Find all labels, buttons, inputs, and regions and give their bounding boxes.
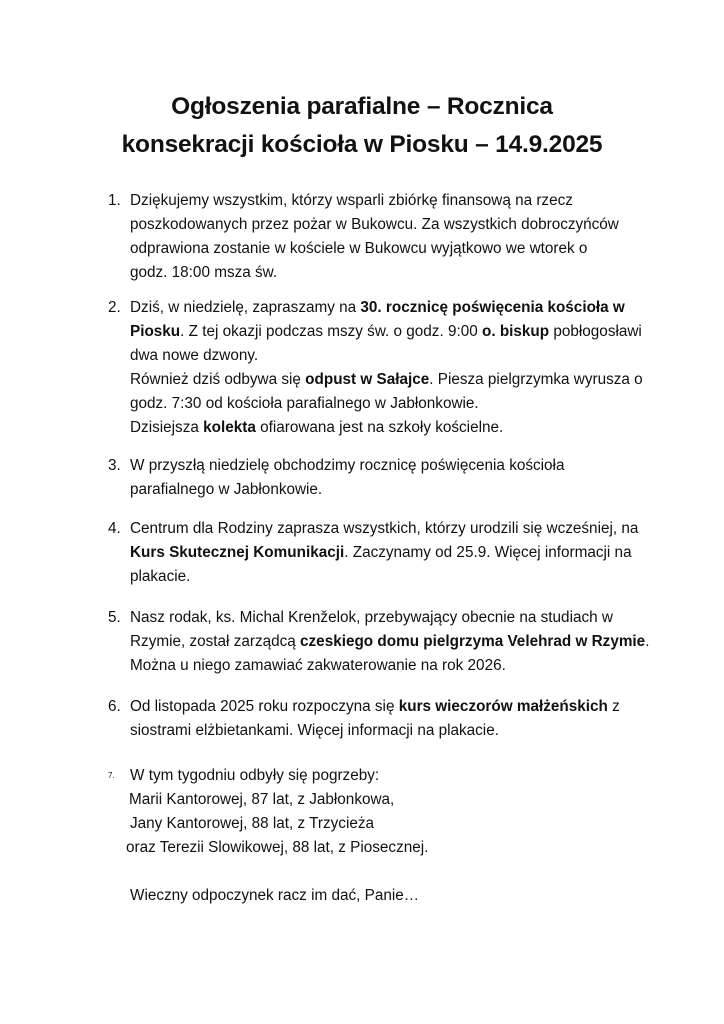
item-text-line: poszkodowanych przez pożar w Bukowcu. Za wszystkich dobroczyńców xyxy=(130,216,619,233)
funeral-entry: Jany Kantorowej, 88 lat, z Trzycieża xyxy=(130,815,375,832)
item-text-line: W przyszłą niedzielę obchodzimy rocznicę poświęcenia kościoła xyxy=(130,457,565,474)
announcement-6 xyxy=(108,695,678,743)
item-text-line: Piosku. Z tej okazji podczas mszy św. o godz. 9:00 o. biskup pobłogosławi xyxy=(130,323,642,340)
bold-phrase: odpust w Sałajce xyxy=(305,371,430,388)
bold-phrase: kurs wieczorów małżeńskich xyxy=(398,698,608,715)
announcement-3 xyxy=(108,454,678,502)
item-number: 7. xyxy=(108,771,115,780)
title-line-2: konsekracji kościoła w Piosku – 14.9.2025 xyxy=(121,131,603,158)
item-text-line: Można u niego zamawiać zakwaterowanie na rok 2026. xyxy=(130,657,506,674)
item-text-line: Kurs Skutecznej Komunikacji. Zaczynamy od 25.9. Więcej informacji na xyxy=(130,544,632,561)
announcement-2 xyxy=(108,296,678,440)
bold-phrase: kolekta xyxy=(203,419,256,436)
bold-phrase: Piosku xyxy=(130,323,181,340)
item-text-line: parafialnego w Jabłonkowie. xyxy=(130,481,323,498)
item-text-line: Dziś, w niedzielę, zapraszamy na 30. rocznicę poświęcenia kościoła w xyxy=(130,299,625,316)
title-line-1: Ogłoszenia parafialne – Rocznica xyxy=(171,93,553,120)
item-number: 2. xyxy=(108,299,121,316)
announcement-5 xyxy=(108,606,678,678)
item-text-line: W tym tygodniu odbyły się pogrzeby: xyxy=(130,767,380,784)
item-text-line: siostrami elżbietankami. Więcej informacji na plakacie. xyxy=(130,722,499,739)
item-number: 1. xyxy=(108,192,121,209)
bold-phrase: 30. rocznicę poświęcenia kościoła w xyxy=(360,299,625,316)
item-number: 5. xyxy=(108,609,121,626)
item-text-line: godz. 7:30 od kościoła parafialnego w Jabłonkowie. xyxy=(130,395,479,412)
closing-prayer: Wieczny odpoczynek racz im dać, Panie… xyxy=(130,887,420,904)
item-number: 6. xyxy=(108,698,121,715)
item-text-line: dwa nowe dzwony. xyxy=(130,347,259,364)
item-text-line: odprawiona zostanie w kościele w Bukowcu wyjątkowo we wtorek o xyxy=(130,240,588,257)
announcement-4 xyxy=(108,517,678,589)
bold-phrase: o. biskup xyxy=(481,323,550,340)
bold-phrase: czeskiego domu pielgrzyma Velehrad w Rzymie xyxy=(300,633,646,650)
funeral-entry: Marii Kantorowej, 87 lat, z Jabłonkowa, xyxy=(129,791,395,808)
funeral-entry: oraz Terezii Slowikowej, 88 lat, z Piosecznej. xyxy=(126,839,429,856)
item-text-line: godz. 18:00 msza św. xyxy=(130,264,278,281)
item-text-line: Również dziś odbywa się odpust w Sałajce. Piesza pielgrzymka wyrusza o xyxy=(130,371,643,388)
announcement-1 xyxy=(108,189,678,285)
item-text-line: plakacie. xyxy=(130,568,191,585)
item-number: 4. xyxy=(108,520,121,537)
item-number: 3. xyxy=(108,457,121,474)
item-text-line: Od listopada 2025 roku rozpoczyna się kurs wieczorów małżeńskich z xyxy=(130,698,620,715)
item-text-line: Rzymie, został zarządcą czeskiego domu pielgrzyma Velehrad w Rzymie. xyxy=(130,633,650,650)
item-text-line: Dzisiejsza kolekta ofiarowana jest na szkoły kościelne. xyxy=(130,419,504,436)
item-text-line: Dziękujemy wszystkim, którzy wsparli zbiórkę finansową na rzecz xyxy=(130,192,573,209)
item-text-line: Nasz rodak, ks. Michal Krenželok, przebywający obecnie na studiach w xyxy=(130,609,613,626)
item-text-line: Centrum dla Rodziny zaprasza wszystkich, którzy urodzili się wcześniej, na xyxy=(130,520,639,537)
announcement-7 xyxy=(108,764,678,908)
bold-phrase: Kurs Skutecznej Komunikacji xyxy=(130,544,345,561)
blank-line xyxy=(130,860,678,884)
document-title xyxy=(60,88,664,164)
